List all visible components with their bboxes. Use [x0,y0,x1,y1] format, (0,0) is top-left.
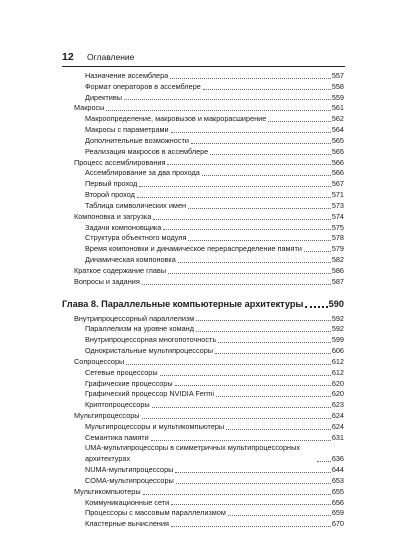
toc-entry-title: Процессоры с массовым параллелизмом [85,508,226,518]
toc-entry [62,103,344,114]
toc-entry [62,71,344,82]
toc-entry [62,400,344,411]
toc-entry-page: 590 [328,298,344,309]
toc-entry-page: 558 [331,81,344,91]
running-title: Оглавление [87,52,135,62]
toc-entry [62,114,344,125]
toc-entry-title: Макроопределение, макровызов и макрорасширение [85,114,267,124]
dot-leader [202,174,331,176]
toc-entry-page: 586 [331,265,344,275]
toc-entry [62,335,344,346]
toc-entry-title: Динамическая компоновка [85,255,176,265]
toc-entry-page: 592 [331,313,344,323]
toc-entry [62,487,344,498]
toc-entry-page: 574 [331,211,344,221]
dot-leader [106,109,330,111]
toc-entry [62,244,344,255]
dot-leader [175,384,331,386]
toc-entry-page: 655 [331,486,344,496]
dot-leader [317,460,331,462]
toc-entry-title: Параллелизм на уровне команд [85,324,194,334]
toc-entry-title: Внутрипроцессорная многопоточность [85,335,217,345]
toc-entry-page: 592 [331,324,344,334]
toc-entry-title: Криптопроцессоры [85,400,150,410]
toc-entry-title: NUMA-мультипроцессоры [85,465,174,475]
toc-entry [62,411,344,422]
dot-leader [137,196,331,198]
toc-entry [62,346,344,357]
toc-entry [62,168,344,179]
toc-entry-page: 636 [331,454,344,464]
dot-leader [228,514,331,516]
toc-entry [62,422,344,433]
dot-leader [216,395,331,397]
toc-entry [62,190,344,201]
header-divider [62,66,345,67]
toc-entry [62,201,344,212]
dot-leader [171,131,331,133]
toc-entry-title: Кластерные вычисления [85,519,169,529]
toc-entry-title: Семантика памяти [85,432,149,442]
dot-leader [203,88,331,90]
toc-entry [62,324,344,335]
dot-leader [171,525,331,527]
dot-leader [188,239,330,241]
toc-entry-title: COMA-мультипроцессоры [85,475,174,485]
toc-entry-title: Мультипроцессоры и мультикомпьютеры [85,421,225,431]
toc-entry [62,136,344,147]
toc-entry-page: 566 [331,157,344,167]
dot-leader [210,153,331,155]
toc-entry [62,433,344,444]
toc-entry-page: 631 [331,432,344,442]
toc-entry [62,476,344,487]
toc-entry-title: Внутрипроцессорный параллелизм [74,313,195,323]
toc-entry-page: 599 [331,335,344,345]
toc-entry-page: 656 [331,497,344,507]
toc-entry-page: 659 [331,508,344,518]
toc-entry-page: 620 [331,378,344,388]
dot-leader [170,77,331,79]
toc-entry-page: 562 [331,114,344,124]
toc-entry [62,368,344,379]
toc-entry [62,277,344,288]
toc-entry-title: Макросы с параметрами [85,125,169,135]
toc-entry-title: Сетевые процессоры [85,367,158,377]
dot-leader [168,272,331,274]
toc-entry-page: 612 [331,356,344,366]
toc-entry [62,508,344,519]
toc-entry-page: 587 [331,276,344,286]
dot-leader [191,142,331,144]
toc-entry-title: Мультипроцессоры [74,411,140,420]
toc-entry [62,266,344,277]
toc-entry-title: Второй проход [85,190,135,200]
toc-entry [62,255,344,266]
dot-leader [142,417,331,419]
toc-entry-title: Коммуникационные сети [85,497,170,507]
dot-leader [167,163,330,165]
toc-entry-page: 653 [331,475,344,485]
dot-leader [226,428,331,430]
toc-entry [62,314,344,325]
toc-entry-page: 578 [331,233,344,243]
toc-entry [62,82,344,93]
toc-entry-page: 567 [331,179,344,189]
toc-entry-page: 571 [331,190,344,200]
toc-entry-title: Вопросы и задания [74,276,140,286]
toc-entry [62,147,344,158]
page-number: 12 [62,51,74,63]
toc-entry-title: Дополнительные возможности [85,135,189,145]
toc-entry-page: 559 [331,92,344,102]
toc-entry-page: 564 [331,125,344,135]
toc-entry-title: Краткое содержание главы [74,265,167,275]
dot-leader [153,218,331,220]
toc-entry-page: 670 [331,519,344,529]
dot-leader [188,207,331,209]
dot-leader [268,120,331,122]
dot-leader [143,493,331,495]
toc-entry-page: 624 [331,421,344,431]
toc-entry-page: 565 [331,146,344,156]
toc-entry-page: 606 [331,346,344,356]
toc-entry-page: 623 [331,400,344,410]
toc-entry-title: Компоновка и загрузка [74,211,152,221]
dot-leader [196,319,331,321]
toc-entry-title: Назначение ассемблера [85,70,169,80]
toc-entry-page: 566 [331,168,344,178]
toc-entry-title: Сопроцессоры [74,356,125,366]
toc-entry-title: Первый проход [85,179,138,189]
dot-leader [139,185,331,187]
toc-entry-title: Таблица символических имен [85,200,187,210]
toc-entry-page: 612 [331,367,344,377]
toc-entry-page: 575 [331,222,344,232]
toc-entry [62,125,344,136]
toc-entry [62,93,344,104]
toc-entry-page: 561 [331,103,344,113]
toc-entry-title: Глава 8. Параллельные компьютерные архитектуры [62,298,304,309]
toc-entry-title: Формат операторов в ассемблере [85,81,201,91]
dot-leader [305,305,327,308]
toc-entry-title: Однокристальные мультипроцессоры [85,346,214,356]
toc-chapter-entry [62,295,344,313]
toc-entry-title: Структура объектного модуля [85,233,187,243]
toc-entry-page: 579 [331,244,344,254]
toc-entry-title: Ассемблирование за два прохода [85,168,200,178]
toc-entry-title: Задачи компоновщика [85,222,162,232]
toc-entry [62,379,344,390]
dot-leader [160,374,331,376]
toc-entry-page: 557 [331,70,344,80]
dot-leader [304,250,331,252]
toc-entry [62,357,344,368]
toc-entry-title: Графический процессор NVIDIA Fermi [85,389,214,399]
dot-leader [142,283,331,285]
toc-entry-title: Графические процессоры [85,378,173,388]
page-header [62,51,344,67]
toc-entry [62,212,344,223]
toc-entry-title: Директивы [85,92,122,102]
dot-leader [152,406,331,408]
toc-entry [62,519,344,530]
toc-entry-page: 620 [331,389,344,399]
toc-entry-page: 644 [331,465,344,475]
toc-entry-title: UMA-мультипроцессоры в симметричных мультипроцессорных архитектурах [85,443,300,464]
toc-entry [62,498,344,509]
toc-entry [62,444,344,466]
toc-entry-title: Время компоновки и динамическое перераспределение памяти [85,244,302,254]
dot-leader [176,482,331,484]
dot-leader [178,261,331,263]
toc-entry-title: Мультикомпьютеры [74,486,141,496]
dot-leader [196,330,331,332]
dot-leader [124,98,331,100]
dot-leader [215,352,331,354]
toc-entry [62,158,344,169]
toc-entry-page: 582 [331,255,344,265]
toc-entry [62,179,344,190]
dot-leader [218,341,331,343]
table-of-contents [62,71,344,530]
dot-leader [163,228,330,230]
toc-entry-title: Макросы [74,103,105,113]
dot-leader [175,471,330,473]
toc-entry [62,223,344,234]
toc-entry [62,233,344,244]
toc-entry [62,389,344,400]
dot-leader [126,363,331,365]
toc-entry-page: 624 [331,411,344,420]
toc-entry [62,465,344,476]
toc-entry-page: 565 [331,135,344,145]
dot-leader [171,503,331,505]
toc-entry-title: Процесс ассемблирования [74,157,166,167]
toc-entry-page: 573 [331,200,344,210]
toc-entry-title: Реализация макросов в ассемблере [85,146,209,156]
dot-leader [151,439,331,441]
